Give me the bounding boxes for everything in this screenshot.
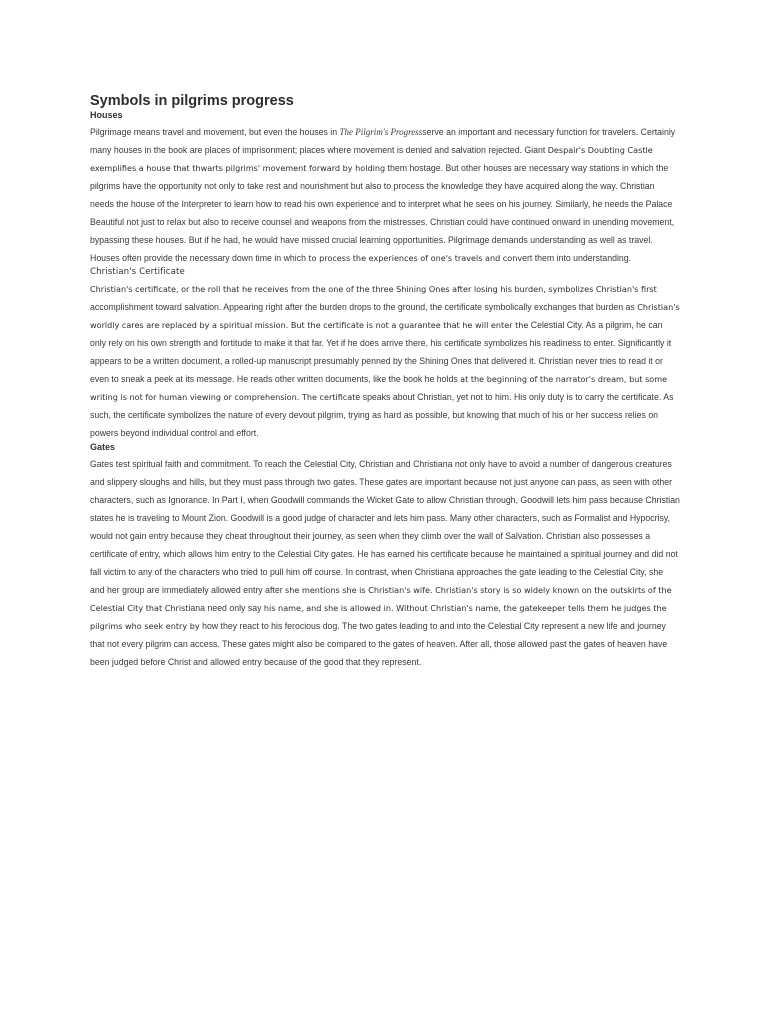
text-run: e speaks about Christian, yet not to him. His only duty is to carry the certificate. As such, the certificate symbolizes the nature of every devout pilgrim, trying as hard as possible, but knowing that much of his or her success relies on powers beyond individual control and effort. — [90, 392, 674, 438]
text-run: to process the experiences of one's travels and conv — [308, 253, 523, 263]
paragraph-gates — [90, 455, 680, 671]
book-title: The Pilgrim's Progress — [339, 127, 423, 137]
text-run: serve an important and necessary function for travelers. Certainly many houses in the book are places of imprisonment; places where movement is denied and salvation rejected. Giant — [90, 127, 676, 155]
section-heading-houses: Houses — [90, 110, 123, 120]
text-run: Celestial City. As a pilgrim, he can only rely on his own strength and fortitude to make it that far. Yet if he does arrive there, his certificate symbolizes his readiness to enter. Significantly it appears to be a written document, a rolled-up manuscript presumably penned by the Shining Ones that delivered it. Christian never tries to read it or even to sneak a peek at its message. He reads other written documents, like the book he holds — [90, 320, 672, 384]
text-run: how they react to his ferocious dog. The two gates leading to and into the Celestial City represent a new life and journey that not every pilgrim can access. These gates might also be compared to the gates of heaven. After all, those allowed past the gates of heaven have been judged before Christ and allowed entry because of the good that they represent. — [90, 621, 668, 667]
text-run: Pilgrimage means travel and movement, but even the houses in — [90, 127, 340, 137]
text-run: at the beginning of the narrator's dream, but some writing is not for human viewing or comprehension. The certificat — [90, 374, 668, 402]
document-page — [90, 92, 680, 671]
text-run: ert them into understanding. — [522, 253, 632, 263]
paragraph-houses — [90, 123, 680, 267]
text-run: Christian's certificate, or the roll that he receives from the one of the three Shining Ones after losing his burden, symbolizes Christian's first — [90, 284, 657, 294]
section-heading-certificate: Christian's Certificate — [90, 267, 185, 277]
text-run: them hostage. But other houses are necessary way stations in which the pilgrims have the opportunity not only to take rest and nourishment but also to process the knowledge they have acquired along the way. Christian needs the house of the Interpreter to learn how to read his own experience and to interpret what he sees on his journey. Similarly, he needs the Palace Beautiful not just to relax but also to receive counsel and weapons from the mistresses. Christian could have continued onward in unending movement, bypassing these houses. But if he had, he would have missed crucial learning opportunities. Pilgrimage demands understanding as well as travel. Houses often provide the necessary down time in which — [90, 163, 675, 263]
text-run: Christian's worldly cares are replaced by a spiritual mission. But the certificate is not a guarantee that he will enter the — [90, 302, 680, 330]
text-run: Gates test spiritual faith and commitment. To reach the Celestial City, Christian and Christiana not only have to avoid a number of dangerous creatures and slippery sloughs and hills, but they must pass through two gates. These gates are important because not just anyone can pass, as seen with other characters, such as Ignorance. In Part I, when Goodwill commands the Wicket Gate to allow Christian through, Goodwill lets him pass because Christian states he is traveling to Mount Zion. Goodwill is a good judge of character and lets him pass. Many other characters, such as Formalist and Hypocrisy, would not gain entry because they cheat throughout their journey, as seen when they climb over the wall of Salvation. Christian also possesses a certificate of entry, which allows him entry to the Celestial City gates. He has earned his certificate because he maintained a spiritual journey and did not fall victim to any of the characters who tried to pull him off course. In contrast, when Christiana approaches the gate leading to the Celestial City, she and her group are immediately allowed entry after — [90, 459, 680, 595]
text-run: Despair's Doubting Castle exemplifies a house that thwarts pilgrims' movement forward by holding — [90, 145, 653, 173]
text-run: she mentions she is Christian's wife. Christian's story is so widely known on the outskirts of the Celestial City that Christ — [90, 585, 672, 613]
text-run: his name, and she is allowed in. Without Christian's name, the gatekeeper tells them he judges the pilgrims who seek entry by — [90, 603, 667, 631]
section-heading-gates: Gates — [90, 442, 116, 452]
paragraph-certificate — [90, 280, 680, 442]
document-title: Symbols in pilgrims progress — [90, 93, 294, 109]
text-run: iana need only say — [188, 603, 264, 613]
text-run: accomplishment toward salvation. Appearing right after the burden drops to the ground, the certificate symbolically exchanges that burden as — [90, 302, 638, 312]
